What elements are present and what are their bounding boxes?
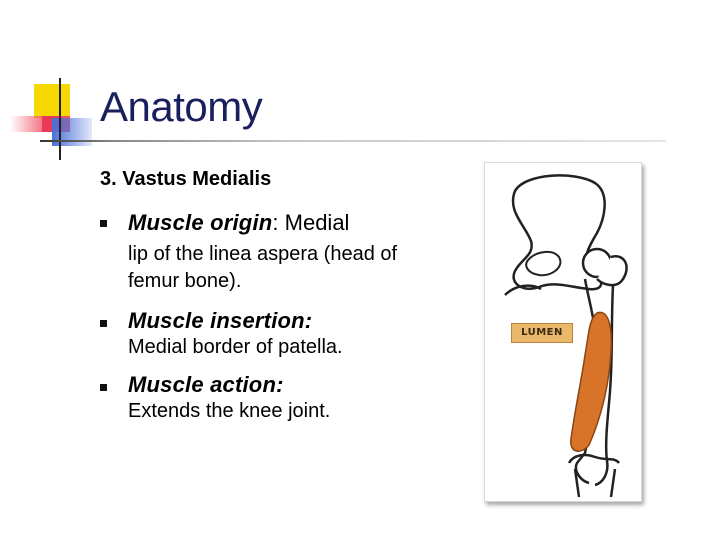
title-underline [40,140,666,142]
lumen-logo: LUMEN [511,323,573,343]
vastus-medialis-illustration [484,162,642,502]
decoration-red-square [42,116,60,132]
decoration-blue-block [52,118,92,146]
decoration-yellow-square [34,84,70,118]
decoration-red-bar [10,116,70,132]
bullet-heading: Muscle origin [128,210,273,235]
bullet-square-icon [100,384,107,391]
bullet-body: Extends the knee joint. [128,400,331,422]
bullet-muscle-action [100,372,400,432]
bullet-muscle-insertion [100,308,400,368]
bullet-square-icon [100,320,107,327]
vastus-medialis-muscle [571,312,612,451]
bullet-square-icon [100,220,107,227]
bullet-muscle-origin [100,208,400,304]
slide-subtitle: 3. Vastus Medialis [100,168,272,190]
bullet-list [100,208,400,436]
bullet-inline-text: : Medial [272,210,350,235]
bullet-heading: Muscle insertion: [128,308,313,333]
slide-title: Anatomy [100,83,263,130]
decoration-vertical-line [59,78,61,160]
bullet-body: lip of the linea aspera (head of femur bone). [128,243,398,292]
bullet-body: Medial border of patella. [128,336,343,358]
bullet-heading: Muscle action: [128,372,284,397]
tibia [575,469,615,497]
